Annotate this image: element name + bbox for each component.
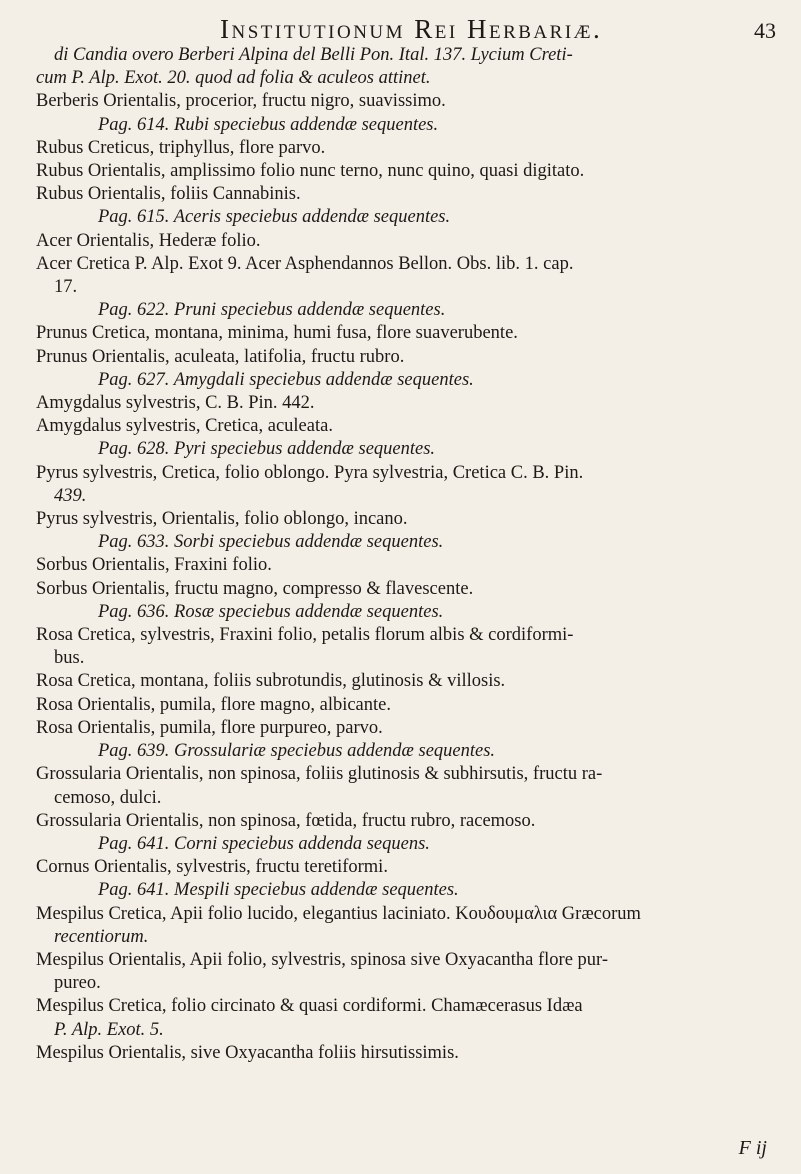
text-line: Sorbus Orientalis, fructu magno, compresso & flavescente.	[36, 578, 474, 599]
section-heading: Pag. 615. Aceris speciebus addendæ sequentes.	[98, 207, 451, 228]
text-line: bus.	[54, 648, 85, 669]
section-heading: Pag. 636. Rosæ speciebus addendæ sequentes.	[98, 601, 444, 622]
text-line: Berberis Orientalis, procerior, fructu nigro, suavissimo.	[36, 91, 446, 112]
text-line: 17.	[54, 277, 78, 298]
text-line: Rosa Orientalis, pumila, flore magno, albicante.	[36, 694, 391, 715]
text-line: Pyrus sylvestris, Cretica, folio oblongo. Pyra sylvestria, Cretica C. B. Pin.	[36, 462, 584, 483]
text-line: Amygdalus sylvestris, Cretica, aculeata.	[36, 416, 333, 437]
section-heading: Pag. 627. Amygdali speciebus addendæ sequentes.	[98, 369, 474, 390]
body-text	[36, 44, 776, 1065]
text-line: recentiorum.	[54, 926, 149, 947]
text-line: Sorbus Orientalis, Fraxini folio.	[36, 555, 272, 576]
text-line: di Candia overo Berberi Alpina del Belli Pon. Ital. 137. Lycium Creti-	[54, 45, 573, 65]
page-number: 43	[754, 18, 776, 43]
section-heading: Pag. 641. Mespili speciebus addendæ sequentes.	[98, 880, 459, 901]
signature-mark: F ij	[738, 1137, 767, 1159]
section-heading: Pag. 622. Pruni speciebus addendæ sequentes.	[98, 300, 446, 321]
text-line: Rubus Orientalis, foliis Cannabinis.	[36, 184, 301, 205]
section-heading: Pag. 639. Grossulariæ speciebus addendæ sequentes.	[98, 741, 496, 762]
running-head	[36, 14, 776, 44]
text-line: Mespilus Cretica, Apii folio lucido, elegantius laciniato. Κουδουμαλια Græcorum	[36, 903, 641, 924]
text-line: 439.	[54, 485, 87, 506]
text-line: Prunus Cretica, montana, minima, humi fusa, flore suaverubente.	[36, 323, 518, 344]
text-line: cum P. Alp. Exot. 20. quod ad folia & aculeos attinet.	[36, 68, 431, 89]
text-line: Rubus Creticus, triphyllus, flore parvo.	[36, 137, 326, 158]
text-line: Grossularia Orientalis, non spinosa, fœtida, fructu rubro, racemoso.	[36, 810, 536, 831]
text-line: Acer Cretica P. Alp. Exot 9. Acer Asphendannos Bellon. Obs. lib. 1. cap.	[36, 253, 574, 274]
text-line: P. Alp. Exot. 5.	[54, 1019, 164, 1040]
section-heading: Pag. 614. Rubi speciebus addendæ sequentes.	[98, 114, 439, 135]
text-line: Pyrus sylvestris, Orientalis, folio oblongo, incano.	[36, 509, 408, 530]
text-line: pureo.	[54, 973, 101, 994]
section-heading: Pag. 628. Pyri speciebus addendæ sequentes.	[98, 439, 436, 460]
book-page	[36, 14, 776, 1065]
text-line: Amygdalus sylvestris, C. B. Pin. 442.	[36, 393, 315, 414]
text-line: Mespilus Orientalis, sive Oxyacantha foliis hirsutissimis.	[36, 1042, 459, 1063]
section-heading: Pag. 641. Corni speciebus addenda sequens.	[98, 833, 430, 854]
text-line: Acer Orientalis, Hederæ folio.	[36, 230, 261, 251]
text-line: Grossularia Orientalis, non spinosa, foliis glutinosis & subhirsutis, fructu ra-	[36, 764, 603, 785]
section-heading: Pag. 633. Sorbi speciebus addendæ sequentes.	[98, 532, 444, 553]
text-line: cemoso, dulci.	[54, 787, 162, 808]
text-line: Rosa Cretica, montana, foliis subrotundis, glutinosis & villosis.	[36, 671, 506, 692]
text-line: Prunus Orientalis, aculeata, latifolia, fructu rubro.	[36, 346, 405, 367]
text-line: Rubus Orientalis, amplissimo folio nunc terno, nunc quino, quasi digitato.	[36, 161, 585, 182]
text-line: Mespilus Cretica, folio circinato & quasi cordiformi. Chamæcerasus Idæa	[36, 996, 583, 1017]
text-line: Rosa Cretica, sylvestris, Fraxini folio, petalis florum albis & cordiformi-	[36, 625, 574, 646]
text-line: Cornus Orientalis, sylvestris, fructu teretiformi.	[36, 857, 388, 878]
text-line: Mespilus Orientalis, Apii folio, sylvestris, spinosa sive Oxyacantha flore pur-	[36, 949, 609, 970]
text-line: Rosa Orientalis, pumila, flore purpureo, parvo.	[36, 717, 383, 738]
running-title: Institutionum Rei Herbariæ.	[220, 14, 603, 44]
